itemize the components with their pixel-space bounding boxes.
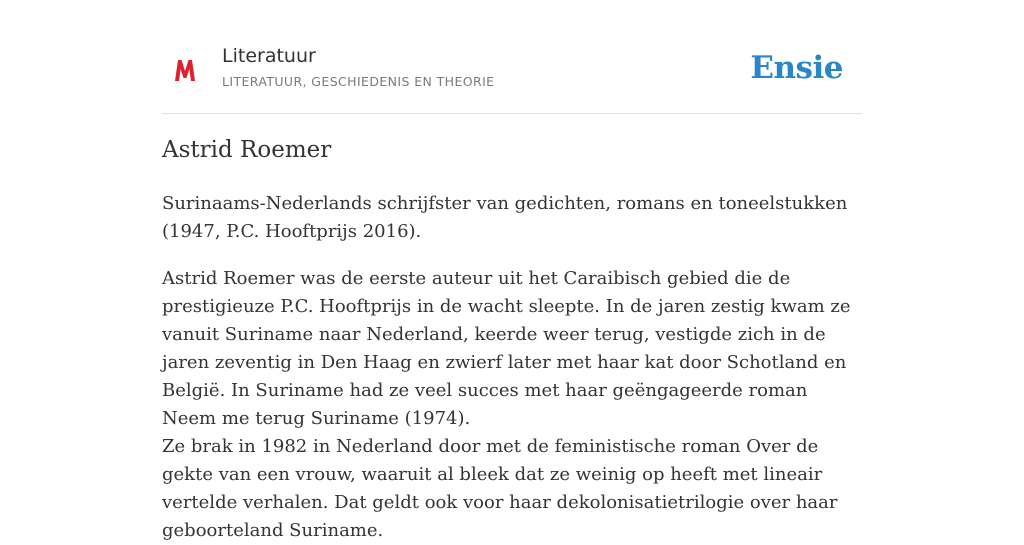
section-subtitle: LITERATUUR, GESCHIEDENIS EN THEORIE — [222, 74, 495, 89]
ensie-logo[interactable]: Ensie — [750, 50, 843, 86]
page-title: Astrid Roemer — [162, 137, 332, 163]
m-logo-icon[interactable] — [172, 56, 198, 84]
section-title[interactable]: Literatuur — [222, 45, 316, 67]
article-paragraph: Ze brak in 1982 in Nederland door met de feministische roman Over de gekte van een vrouw, waaruit al bleek dat ze weinig op heeft met lineair vertelde verhalen. Dat geldt ook voor haar dekolonisatietrilogie over haar geboorteland Suriname. — [162, 436, 838, 541]
article-summary: Surinaams-Nederlands schrijfster van gedichten, romans en toneelstukken (1947, P.C. Hooftprijs 2016). — [162, 193, 848, 242]
article-paragraph: Astrid Roemer was de eerste auteur uit het Caraibisch gebied die de prestigieuze P.C. Hooftprijs in de wacht sleepte. In de jaren zestig kwam ze vanuit Suriname naar Nederland, keerde weer terug, vestigde zich in de jaren zeventig in Den Haag en zwierf later met haar kat door Schotland en België. In Suriname had ze veel succes met haar geëngageerde roman Neem me terug Suriname (1974). — [162, 268, 851, 429]
header — [162, 40, 862, 114]
